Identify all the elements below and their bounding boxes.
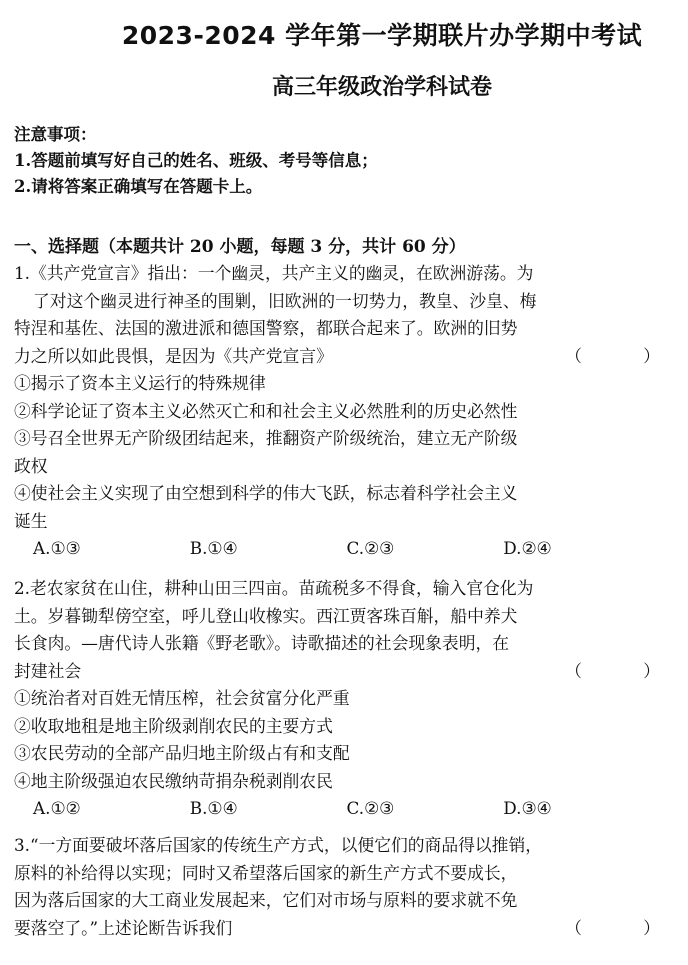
q1-stem-line: 1.《共产党宣言》指出：一个幽灵，共产主义的幽灵，在欧洲游荡。为	[14, 263, 534, 283]
answer-paren: （ ）	[565, 345, 688, 366]
q1-stem-line-last: 力之所以如此畏惧，是因为《共产党宣言》 （ ）	[14, 343, 660, 371]
notes-heading: 注意事项：	[14, 125, 97, 144]
q1-choices	[14, 535, 660, 563]
question-1	[14, 260, 688, 563]
q3-stem-line: 3.“一方面要破坏落后国家的传统生产方式，以便它们的商品得以推销，	[14, 835, 543, 855]
choice-a: A.①②	[33, 798, 81, 818]
section-title: 一、选择题（本题共计 20 小题，每题 3 分，共计 60 分）	[14, 237, 466, 257]
q1-option: ③号召全世界无产阶级团结起来，推翻资产阶级统治，建立无产阶级	[14, 428, 518, 448]
exam-subtitle: 高三年级政治学科试卷	[271, 75, 492, 100]
choice-b: B.①④	[189, 538, 238, 558]
exam-title: 2023-2024 学年第一学期联片办学期中考试	[121, 21, 643, 50]
q1-option-cont: 政权	[14, 455, 48, 476]
q3-stem-line: 因为落后国家的大工商业发展起来，它们对市场与原料的要求就不免	[14, 890, 518, 910]
q2-option: ①统治者对百姓无情压榨，社会贫富分化严重	[14, 688, 350, 708]
choice-d: D.③④	[503, 798, 552, 818]
notes-item: 1.答题前填写好自己的姓名、班级、考号等信息；	[14, 151, 378, 170]
answer-paren: （ ）	[565, 917, 688, 938]
q3-stem-line: 原料的补给得以实现；同时又希望落后国家的新生产方式不要成长，	[14, 862, 518, 883]
question-2	[14, 575, 688, 823]
notes-block	[14, 122, 378, 200]
q1-option: ④使社会主义实现了由空想到科学的伟大飞跃，标志着科学社会主义	[14, 483, 518, 503]
choice-d: D.②④	[503, 538, 552, 558]
q1-stem-line: 了对这个幽灵进行神圣的围剿，旧欧洲的一切势力，教皇、沙皇、梅	[33, 290, 537, 311]
q2-choices	[14, 795, 660, 823]
choice-c: C.②③	[346, 538, 395, 558]
q1-stem-line: 特涅和基佐、法国的激进派和德国警察，都联合起来了。欧洲的旧势	[14, 318, 518, 338]
q2-option: ③农民劳动的全部产品归地主阶级占有和支配	[14, 743, 350, 763]
choice-a: A.①③	[33, 538, 81, 558]
q1-option-cont: 诞生	[14, 510, 48, 531]
q1-option: ①揭示了资本主义运行的特殊规律	[14, 373, 266, 393]
choice-c: C.②③	[346, 798, 395, 818]
q3-stem-line-last: 要落空了。”上述论断告诉我们 （ ）	[14, 915, 660, 943]
q2-stem-line: 长食肉。—唐代诗人张籍《野老歌》。诗歌描述的社会现象表明，在	[14, 633, 510, 653]
question-3	[14, 832, 688, 942]
notes-item: 2.请将答案正确填写在答题卡上。	[14, 177, 263, 196]
q1-option: ②科学论证了资本主义必然灭亡和和社会主义必然胜利的历史必然性	[14, 400, 518, 421]
q2-stem-line: 土。岁暮锄犁傍空室，呼儿登山收橡实。西江贾客珠百斛，船中养犬	[14, 605, 518, 626]
q2-option: ④地主阶级强迫农民缴纳苛捐杂税剥削农民	[14, 770, 333, 791]
q2-stem-line: 2.老农家贫在山住，耕种山田三四亩。苗疏税多不得食，输入官仓化为	[14, 578, 534, 598]
choice-b: B.①④	[189, 798, 238, 818]
answer-paren: （ ）	[565, 660, 688, 681]
q2-option: ②收取地租是地主阶级剥削农民的主要方式	[14, 715, 333, 736]
q2-stem-line-last: 封建社会 （ ）	[14, 658, 660, 686]
